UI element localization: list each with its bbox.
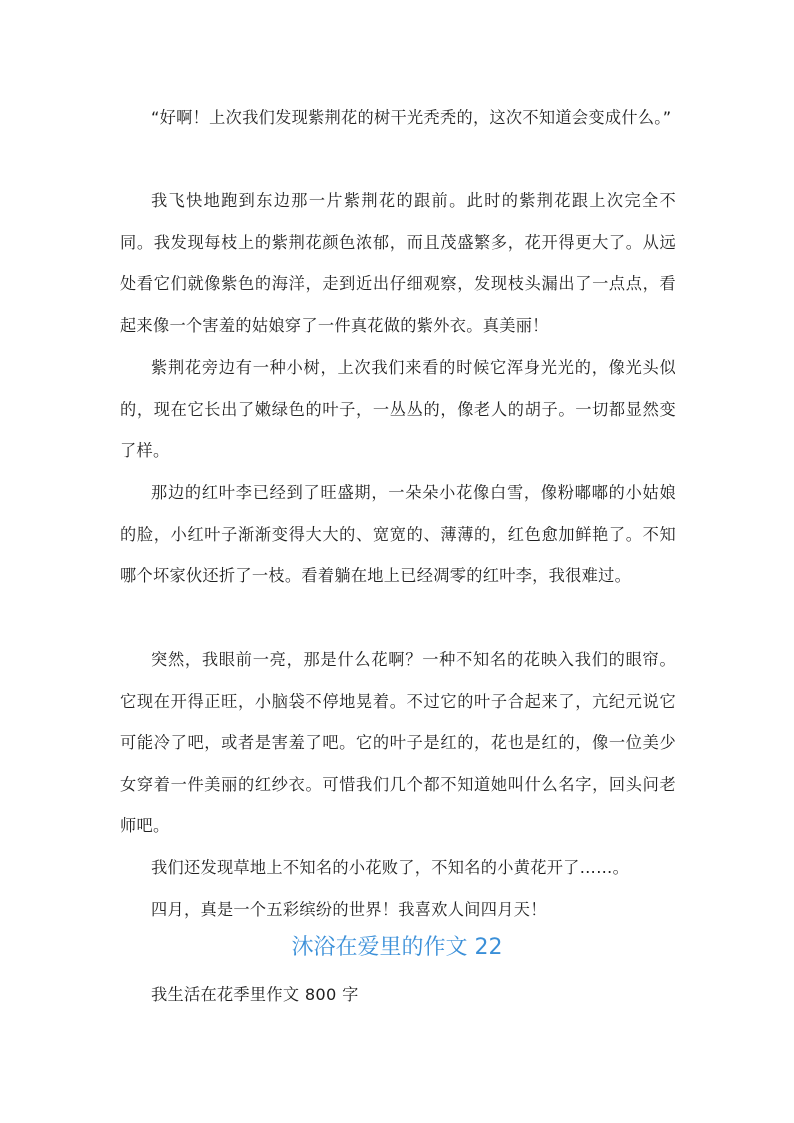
paragraph-3: 紫荆花旁边有一种小树，上次我们来看的时候它浑身光光的，像光头似的，现在它长出了嫩绿色的叶子，一丛丛的，像老人的胡子。一切都显然变了样。 xyxy=(120,358,676,461)
paragraph-after-heading: 我生活在花季里作文 800 字 xyxy=(151,985,359,1004)
paragraph-4: 那边的红叶李已经到了旺盛期，一朵朵小花像白雪，像粉嘟嘟的小姑娘的脸，小红叶子渐渐变得大大的、宽宽的、薄薄的，红色愈加鲜艳了。不知哪个坏家伙还折了一枝。看着躺在地上已经凋零的红叶李，我很难过。 xyxy=(120,483,676,586)
paragraph-5: 突然，我眼前一亮，那是什么花啊？一种不知名的花映入我们的眼帘。它现在开得正旺，小脑袋不停地晃着。不过它的叶子合起来了，亢纪元说它可能冷了吧，或者是害羞了吧。它的叶子是红的，花也是红的，像一位美少女穿着一件美丽的红纱衣。可惜我们几个都不知道她叫什么名字，回头问老师吧。 xyxy=(120,650,676,836)
section-heading: 沐浴在爱里的作文 22 xyxy=(291,935,503,960)
paragraph-2: 我飞快地跑到东边那一片紫荆花的跟前。此时的紫荆花跟上次完全不同。我发现每枝上的紫荆花颜色浓郁，而且茂盛繁多，花开得更大了。从远处看它们就像紫色的海洋，走到近出仔细观察，发现枝头漏出了一点点，看起来像一个害羞的姑娘穿了一件真花做的紫外衣。真美丽！ xyxy=(120,191,676,335)
paragraph-1: “好啊！上次我们发现紫荆花的树干光秃秃的，这次不知道会变成什么。” xyxy=(151,108,672,127)
paragraph-6: 我们还发现草地上不知名的小花败了，不知名的小黄花开了……。 xyxy=(151,858,630,877)
paragraph-7: 四月，真是一个五彩缤纷的世界！我喜欢人间四月天！ xyxy=(151,900,547,919)
